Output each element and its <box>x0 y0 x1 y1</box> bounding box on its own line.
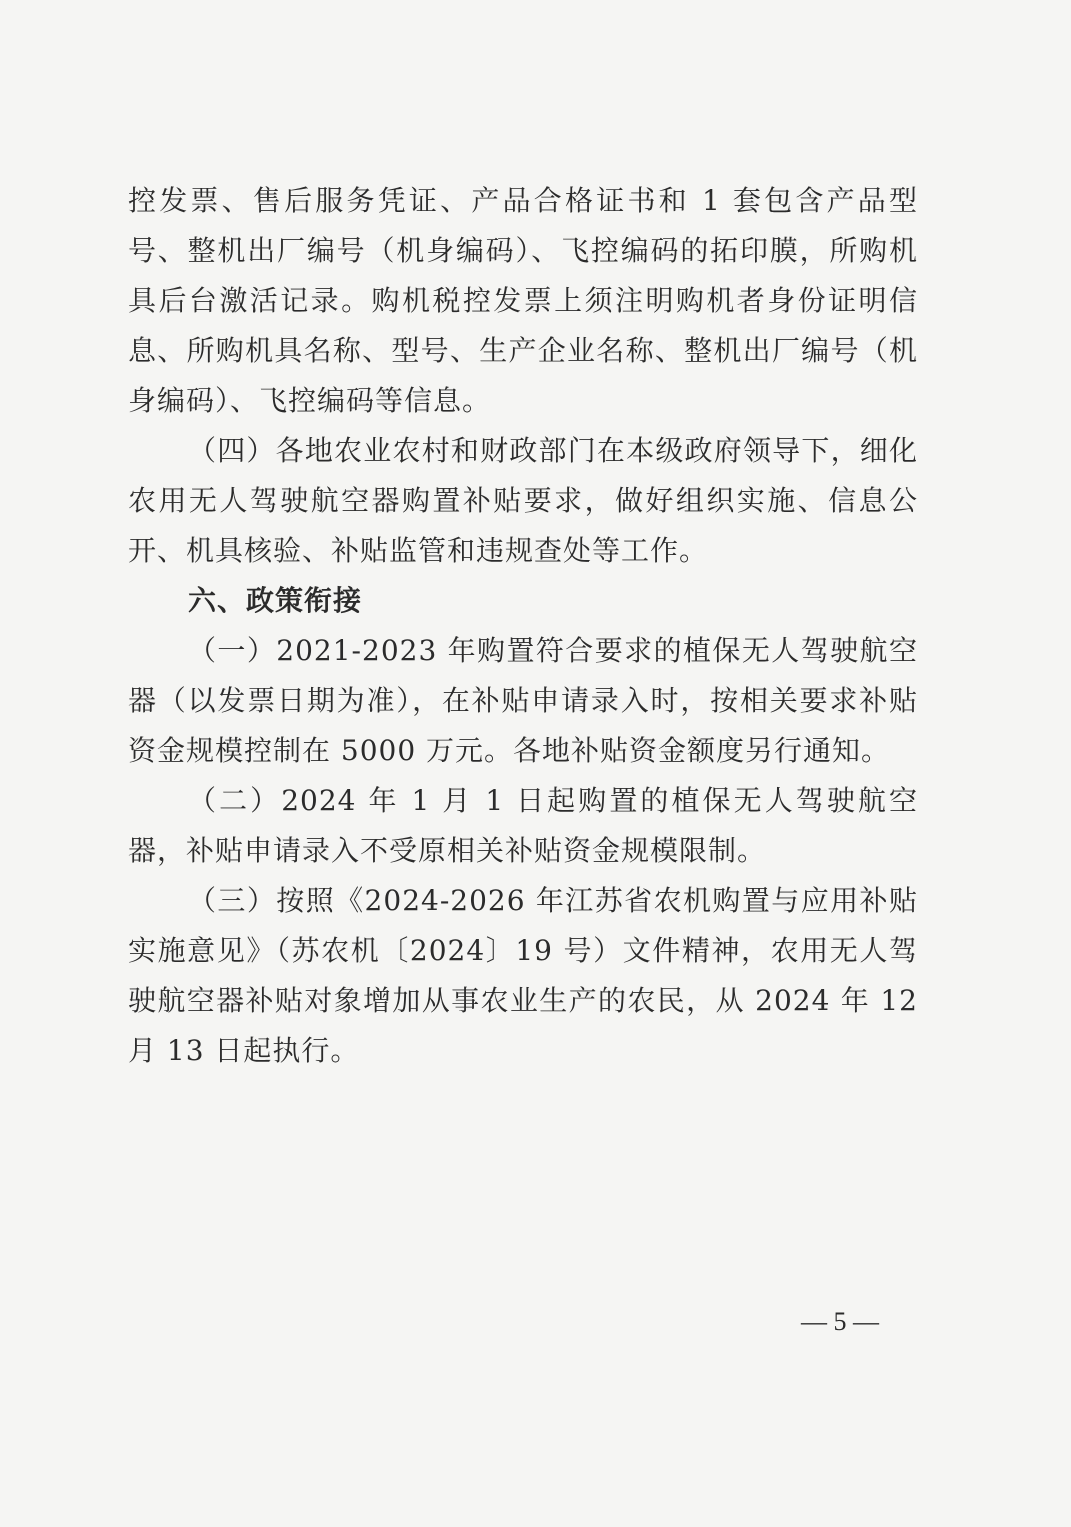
document-body <box>128 176 918 1076</box>
section-heading-policy-connection: 六、政策衔接 <box>188 584 363 617</box>
page-number: — 5 — <box>801 1307 879 1336</box>
paragraph-item-1: （一）2021-2023 年购置符合要求的植保无人驾驶航空器（以发票日期为准），在补贴申请录入时，按相关要求补贴资金规模控制在 5000 万元。各地补贴资金额度另行通知。 <box>128 634 918 767</box>
paragraph-continuation: 控发票、售后服务凭证、产品合格证书和 1 套包含产品型号、整机出厂编号（机身编码）、飞控编码的拓印膜，所购机具后台激活记录。购机税控发票上须注明购机者身份证明信息、所购机具名称、型号、生产企业名称、整机出厂编号（机身编码）、飞控编码等信息。 <box>128 184 918 417</box>
paragraph-item-4: （四）各地农业农村和财政部门在本级政府领导下，细化农用无人驾驶航空器购置补贴要求，做好组织实施、信息公开、机具核验、补贴监管和违规查处等工作。 <box>128 434 918 567</box>
paragraph-item-2: （二）2024 年 1 月 1 日起购置的植保无人驾驶航空器，补贴申请录入不受原相关补贴资金规模限制。 <box>128 784 918 867</box>
paragraph-item-3: （三）按照《2024-2026 年江苏省农机购置与应用补贴实施意见》（苏农机〔2024〕19 号）文件精神，农用无人驾驶航空器补贴对象增加从事农业生产的农民，从 2024 年 12 月 13 日起执行。 <box>128 884 918 1067</box>
